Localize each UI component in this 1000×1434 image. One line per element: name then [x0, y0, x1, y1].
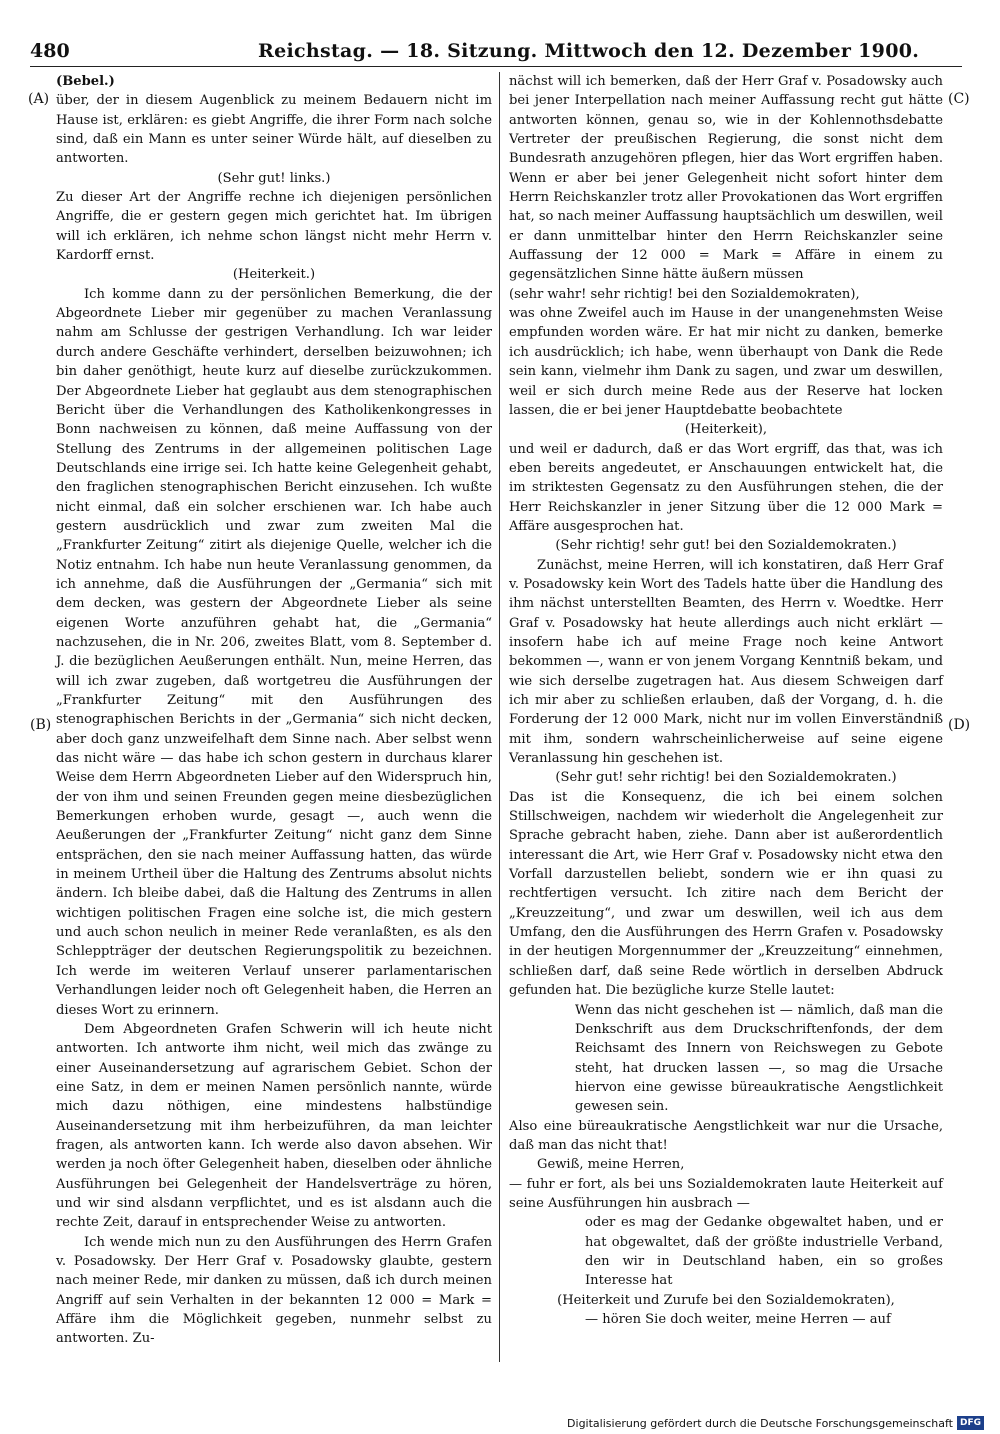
block-quote: Wenn das nicht geschehen ist — nämlich, daß man die Denkschrift aus dem Druckschriftenfonds, der dem Reichsamt des Innern von Reichswegen zu Gebote steht, hat drucken lassen —, so mag die Ursache hiervon eine gewisse büreaukratische Aengstlichkeit gewesen sein. [575, 1002, 943, 1115]
paragraph: Zunächst, meine Herren, will ich konstatiren, daß Herr Graf v. Posadowsky kein Wort des Tadels hatte über die Handlung des ihm nächst unterstellten Beamten, des Herrn v. Woedtke. Herr Graf v. Posadowsky hat heute allerdings auch nicht erklärt — insofern habe ich auf meine Frage noch keine Antwort bekommen —, wann er von jenem Vorgang Kenntniß bekam, und wie sich derselbe zugetragen hat. Aus diesem Schweigen darf ich mir aber zu schließen erlauben, daß der Vorgang, d. h. die Forderung der 12 000 Mark, nicht nur im vollen Einverständniß mit ihm, sondern wahrscheinlicherweise auf seine eigene Veranlassung hin geschehen ist. [509, 557, 943, 767]
paragraph: und weil er dadurch, daß er das Wort ergriff, das that, was ich eben bereits angedeutet, er Anschauungen entwickelt hat, die im striktesten Gegensatz zu den Ausführungen stehen, die der Herr Reichskanzler in jener Sitzung über die 12 000 Mark = Affäre ausgesprochen hat. [509, 441, 943, 534]
paragraph: Dem Abgeordneten Grafen Schwerin will ich heute nicht antworten. Ich antworte ihm nicht, weil mich das zwänge zu einer Auseinandersetzung auf agrarischem Gebiet. Schon der eine Satz, in dem er meinen Namen persönlich nannte, würde mich dazu nöthigen, eine mindestens halbstündige Auseinandersetzung mit ihm herbeizuführen, da man leichter fragen, als antworten kann. Ich werde also davon absehen. Wir werden ja noch öfter Gelegenheit haben, dieselben oder ähnliche Ausführungen bei Gelegenheit der Handelsverträge zu hören, und wir sind alsdann verpflichtet, und es ist alsdann auch die rechte Zeit, darauf in entsprechender Weise zu antworten. [56, 1021, 492, 1231]
right-column [509, 72, 943, 1329]
margin-marker-c: (C) [948, 91, 970, 107]
paragraph: — fuhr er fort, als bei uns Sozialdemokraten laute Heiterkeit auf seine Ausführungen hin ausbrach — [509, 1176, 943, 1211]
speaker-label: (Bebel.) [56, 74, 115, 89]
paragraph: Das ist die Konsequenz, die ich bei einem solchen Stillschweigen, nachdem wir wiederholt die Angelegenheit zur Sprache gebracht haben, ziehe. Dann aber ist außerordentlich interessant die Art, wie Herr Graf v. Posadowsky nicht etwa den Vorfall darzustellen beliebt, sondern wie er ihn quasi zu rechtfertigen versucht. Ich zitire nach dem Bericht der „Kreuzzeitung“, und zwar um deswillen, weil ich aus dem Umfang, den die Ausführungen des Herrn Grafen v. Posadowsky in der heutigen Morgennummer der „Kreuzzeitung“ einnehmen, schließen darf, daß seine Rede wörtlich in derselben Abdruck gefunden hat. Die bezügliche kurze Stelle lautet: [509, 789, 943, 999]
interjection: (Sehr richtig! sehr gut! bei den Sozialdemokraten.) [555, 538, 897, 554]
paragraph: über, der in diesem Augenblick zu meinem Bedauern nicht im Hause ist, erklären: es giebt Angriffe, die ihrer Form nach solche sind, daß ein Mann es unter seiner Würde hält, auf dieselben zu antworten. [56, 93, 492, 167]
interjection: (Sehr gut! sehr richtig! bei den Sozialdemokraten.) [555, 770, 897, 786]
header-rule [30, 66, 962, 67]
paragraph: Ich komme dann zu der persönlichen Bemerkung, die der Abgeordnete Lieber mir gegenüber zu machen Veranlassung nahm am Schlusse der gestrigen Verhandlung. Ich war leider durch andere Geschäfte verhindert, derselben beizuwohnen; ich bin daher genöthigt, heute kurz auf dieselbe zurückzukommen. Der Abgeordnete Lieber hat geglaubt aus dem stenographischen Bericht über die Verhandlungen des Katholikenkongresses in Bonn nachweisen zu können, daß meine Auffassung von der Stellung des Zentrums in der allgemeinen politischen Lage Deutschlands eine irrige sei. Ich hatte keine Gelegenheit gehabt, den fraglichen stenographischen Bericht einzusehen. Ich wußte nicht einmal, daß ein solcher erschienen war. Ich habe auch gestern ausdrücklich und zwar zum zweiten Mal die „Frankfurter Zeitung“ zitirt als diejenige Quelle, welcher ich die Notiz entnahm. Ich habe nun heute Veranlassung genommen, da ich annehme, daß die Ausführungen der „Germania“ sich mit dem decken, was gestern der Abgeordnete Lieber als seine eigenen Worte anzuführen gehabt hat, die „Germania“ nachzusehen, die in Nr. 206, zweites Blatt, vom 8. September d. J. die bezüglichen Aeußerungen enthält. Nun, meine Herren, das will ich zwar zugeben, daß wortgetreu die Ausführungen der „Frankfurter Zeitung“ mit den Ausführungen des stenographischen Berichts in der „Germania“ sich nicht decken, aber doch ganz unzweifelhaft dem Sinne nach. Aber selbst wenn das nicht wäre — das habe ich schon gestern in durchaus klarer Weise dem Herrn Abgeordneten Lieber auf den Widerspruch hin, der von ihm und seinen Freunden gegen meine diesbezüglichen Bemerkungen erhoben wurde, gesagt —, auch wenn die Aeußerungen der „Frankfurter Zeitung“ nicht ganz dem Sinne entsprächen, den sie nach meiner Auffassung hatten, das würde in meinem Urtheil über die Haltung des Zentrums absolut nichts ändern. Ich bleibe dabei, daß die Haltung des Zentrums in allen wichtigen politischen Fragen eine solche ist, die mich gestern und auch schon neulich in meiner Rede veranlaßten, es als den Schleppträger der deutschen Regierungspolitik zu bezeichnen. Ich werde im weiteren Verlauf unserer parlamentarischen Verhandlungen leider noch oft Gelegenheit haben, die Herren an dieses Wort zu erinnern. [56, 286, 492, 1018]
paragraph: Zu dieser Art der Angriffe rechne ich diejenigen persönlichen Angriffe, die er gestern gegen mich gerichtet hat. Im übrigen will ich erklären, ich nehme schon längst nicht mehr Herrn v. Kardorff ernst. [56, 190, 492, 264]
page-header [30, 38, 970, 68]
paragraph: Gewiß, meine Herren, [537, 1157, 685, 1173]
footer-text: Digitalisierung gefördert durch die Deutsche Forschungsgemeinschaft [567, 1416, 953, 1430]
block-quote: — hören Sie doch weiter, meine Herren — auf [585, 1312, 891, 1327]
page-number: 480 [30, 40, 70, 62]
column-divider [499, 72, 500, 1362]
margin-marker-b: (B) [30, 717, 52, 733]
running-title: Reichstag. — 18. Sitzung. Mittwoch den 12. Dezember 1900. [258, 40, 920, 62]
footer-credit [567, 1416, 984, 1430]
margin-marker-a: (A) [28, 91, 50, 107]
interjection: (sehr wahr! sehr richtig! bei den Sozialdemokraten), [509, 286, 860, 302]
paragraph: nächst will ich bemerken, daß der Herr Graf v. Posadowsky auch bei jener Interpellation nach meiner Auffassung recht gut hätte antworten können, genau so, wie in der Kohlennothsdebatte Vertreter der preußischen Regierung, die sonst nicht dem Bundesrath anzugehören pflegen, hier das Wort ergriffen haben. Wenn er aber bei jener Gelegenheit nicht sofort hinter dem Herrn Reichskanzler trotz aller Provokationen das Wort ergriffen hat, so nach meiner Auffassung hauptsächlich um deswillen, weil er dann unmittelbar hinter den Herrn Reichskanzler seine Auffassung der 12 000 = Mark = Affäre in einem zu gegensätzlichen Sinne hätte äußern müssen [509, 74, 943, 283]
interjection: (Sehr gut! links.) [217, 170, 331, 186]
dfg-logo: DFG [957, 1416, 984, 1430]
paragraph: Also eine büreaukratische Aengstlichkeit war nur die Ursache, daß man das nicht that! [509, 1118, 943, 1153]
interjection: (Heiterkeit.) [232, 267, 316, 283]
interjection: (Heiterkeit), [684, 422, 768, 438]
interjection: (Heiterkeit und Zurufe bei den Sozialdemokraten), [557, 1292, 895, 1308]
left-column [56, 72, 492, 1349]
paragraph: Ich wende mich nun zu den Ausführungen des Herrn Grafen v. Posadowsky. Der Herr Graf v. Posadowsky glaubte, gestern nach meiner Rede, mir danken zu müssen, daß ich durch meinen Angriff auf sein Verhalten in der bekannten 12 000 = Mark = Affäre ihm die Möglichkeit gegeben, nunmehr selbst zu antworten. Zu- [56, 1234, 492, 1347]
paragraph: was ohne Zweifel auch im Hause in der unangenehmsten Weise empfunden worden wäre. Er hat mir nicht zu danken, bemerke ich ausdrücklich; ich habe, wenn überhaupt von Dank die Rede sein kann, vielmehr ihm Dank zu sagen, und zwar um deswillen, weil er sich durch meine Rede aus der Reserve hat locken lassen, die er bei jener Hauptdebatte beobachtete [509, 306, 943, 418]
margin-marker-d: (D) [948, 717, 971, 733]
block-quote: oder es mag der Gedanke obgewaltet haben, und er hat obgewaltet, daß der größte industrielle Verband, den wir in Deutschland haben, ein so großes Interesse hat [585, 1215, 943, 1289]
